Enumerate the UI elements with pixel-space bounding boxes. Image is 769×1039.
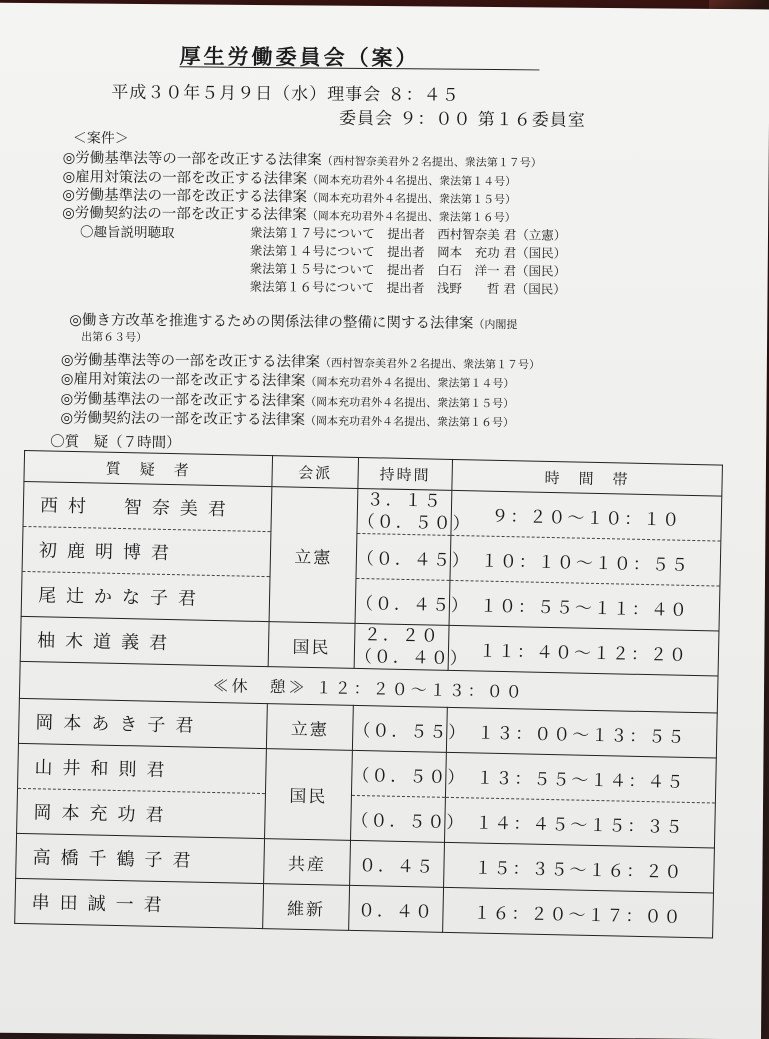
schedule-table [14,450,723,939]
allotted-total: ３．１５ [366,490,443,512]
questioner-name: 岡本あき子君 [18,698,267,748]
committee-time: 委員会 ９：００ 第１６委員室 [338,108,586,131]
allotted-time: （０．５０） [351,795,446,842]
agenda-paper [0,3,769,1039]
bill-note: （岡本充功君外４名提出、衆法第１５号） [305,395,515,411]
bill-title: ◎労働基準法等の一部を改正する法律案 [60,352,321,371]
explain-name: 浅野 哲 君 [436,280,516,297]
explain-role: 提出者 [386,280,425,296]
allotted-time [354,623,470,670]
explain-party: （国民） [515,263,567,279]
bill-note: （岡本充功君外４名提出、衆法第１４号） [307,173,517,189]
explain-party: （国民） [515,281,566,297]
time-slot: ９：２０～１０：１０ [451,490,722,541]
allotted-time: （０．５５） [352,705,447,752]
questioner-name: 初鹿明博君 [22,526,271,576]
bill-title: ◎労働契約法の一部を改正する法律案 [60,410,306,429]
explain-name: 西村智奈美 君 [437,226,517,243]
allotted-own: （０．５０） [357,511,472,535]
main-bill-note: （内閣提 [473,317,518,332]
explain-bill: 衆法第１６号について [249,278,375,296]
explain-name: 白石 洋一 君 [436,262,517,279]
party-cell: 立憲 [269,487,358,624]
party-cell: 立憲 [266,704,353,751]
party-cell: 共産 [264,839,351,886]
header-questioner: 質 疑 者 [24,450,273,486]
explain-bill: 衆法第１５号について [249,260,375,278]
bill-note: （岡本充功君外４名提出、衆法第１５号） [306,191,517,207]
explain-role: 提出者 [386,262,425,278]
allotted-own: （０．４０） [354,646,470,670]
allotted-time: ０．４０ [349,885,444,932]
bill-note: （西村智奈美君外２名提出、衆法第１７号） [321,154,542,170]
question-header: 〇質 疑（７時間） [50,434,181,452]
bill-note: （岡本充功君外４名提出、衆法第１６号） [306,209,516,225]
main-bill-note-cont: 出第６３号） [81,330,148,345]
questioner-name: 尾辻かな子君 [21,571,270,621]
bill-title: ◎雇用対策法の一部を改正する法律案 [62,169,308,188]
time-slot: １３：００～１３：５５ [446,707,717,758]
allotted-time: （０．４５） [356,533,451,580]
explain-party: （立憲） [516,227,567,243]
questioner-name: 岡本充功君 [17,788,266,838]
main-bill-title: ◎働き方改革を推進するための関係法律の整備に関する法律案 [69,312,474,332]
time-slot: １５：３５～１６：２０ [444,842,715,893]
party-cell: 維新 [263,884,350,931]
time-slot: １６：２０～１７：００ [443,887,714,938]
questioner-name: 高橋千鶴子君 [16,833,265,883]
questioner-name: 山井和則君 [18,743,267,793]
explain-bill: 衆法第１７号について [249,224,375,242]
party-cell: 国民 [265,749,353,841]
questioner-name: 柚木道義君 [20,616,269,666]
allotted-total: ２．２０ [363,625,441,647]
explain-party: （国民） [516,245,567,261]
bill-note: （西村智奈美君外２名提出、衆法第１７号） [319,356,541,372]
bill-line [60,406,514,431]
explanation-label: 〇趣旨説明聴取 [79,224,175,242]
header-allotted-time: 持時間 [358,457,453,490]
allotted-time: ０．４５ [350,840,445,887]
explain-role: 提出者 [387,226,425,242]
time-slot: １０：１０～１０：５５ [450,535,721,586]
questioner-name: 串田誠一君 [15,878,264,928]
time-slot: １４：４５～１５：３５ [444,797,715,848]
explain-role: 提出者 [387,244,425,260]
bill-title: ◎労働基準法の一部を改正する法律案 [60,391,306,410]
explain-name: 岡本 充功 君 [437,244,517,261]
allotted-time: （０．５０） [351,750,446,797]
time-slot: １０：５５～１１：４０ [449,580,720,631]
time-slot: １１：４０～１２：２０ [448,625,719,676]
header-time-slot: 時 間 帯 [452,459,723,496]
allotted-time: （０．４５） [355,578,450,625]
meeting-date: 平成３０年５月９日（水）理事会 ８：４５ [111,82,460,106]
header-party: 会派 [272,456,359,489]
explain-bill: 衆法第１４号について [249,242,375,260]
time-slot: １３：５５～１４：４５ [445,752,716,803]
bill-title: ◎労働基準法等の一部を改正する法律案 [62,150,322,169]
bill-title: ◎労働契約法の一部を改正する法律案 [62,205,307,224]
bill-note: （岡本充功君外４名提出、衆法第１６号） [304,414,515,430]
party-cell: 国民 [268,622,355,669]
break-text: ≪休 憩≫ １２：２０～１３：００ [19,661,718,713]
bill-note: （岡本充功君外４名提出、衆法第１４号） [305,375,515,391]
questioner-name: 西村 智奈美君 [23,481,272,531]
document-title: 厚生労働委員会（案） [179,43,420,71]
bill-title: ◎雇用対策法の一部を改正する法律案 [60,371,306,390]
explain-row [249,277,565,298]
allotted-time [357,488,472,535]
cases-header: ＜案件＞ [72,130,129,147]
bill-title: ◎労働基準法の一部を改正する法律案 [62,187,308,206]
